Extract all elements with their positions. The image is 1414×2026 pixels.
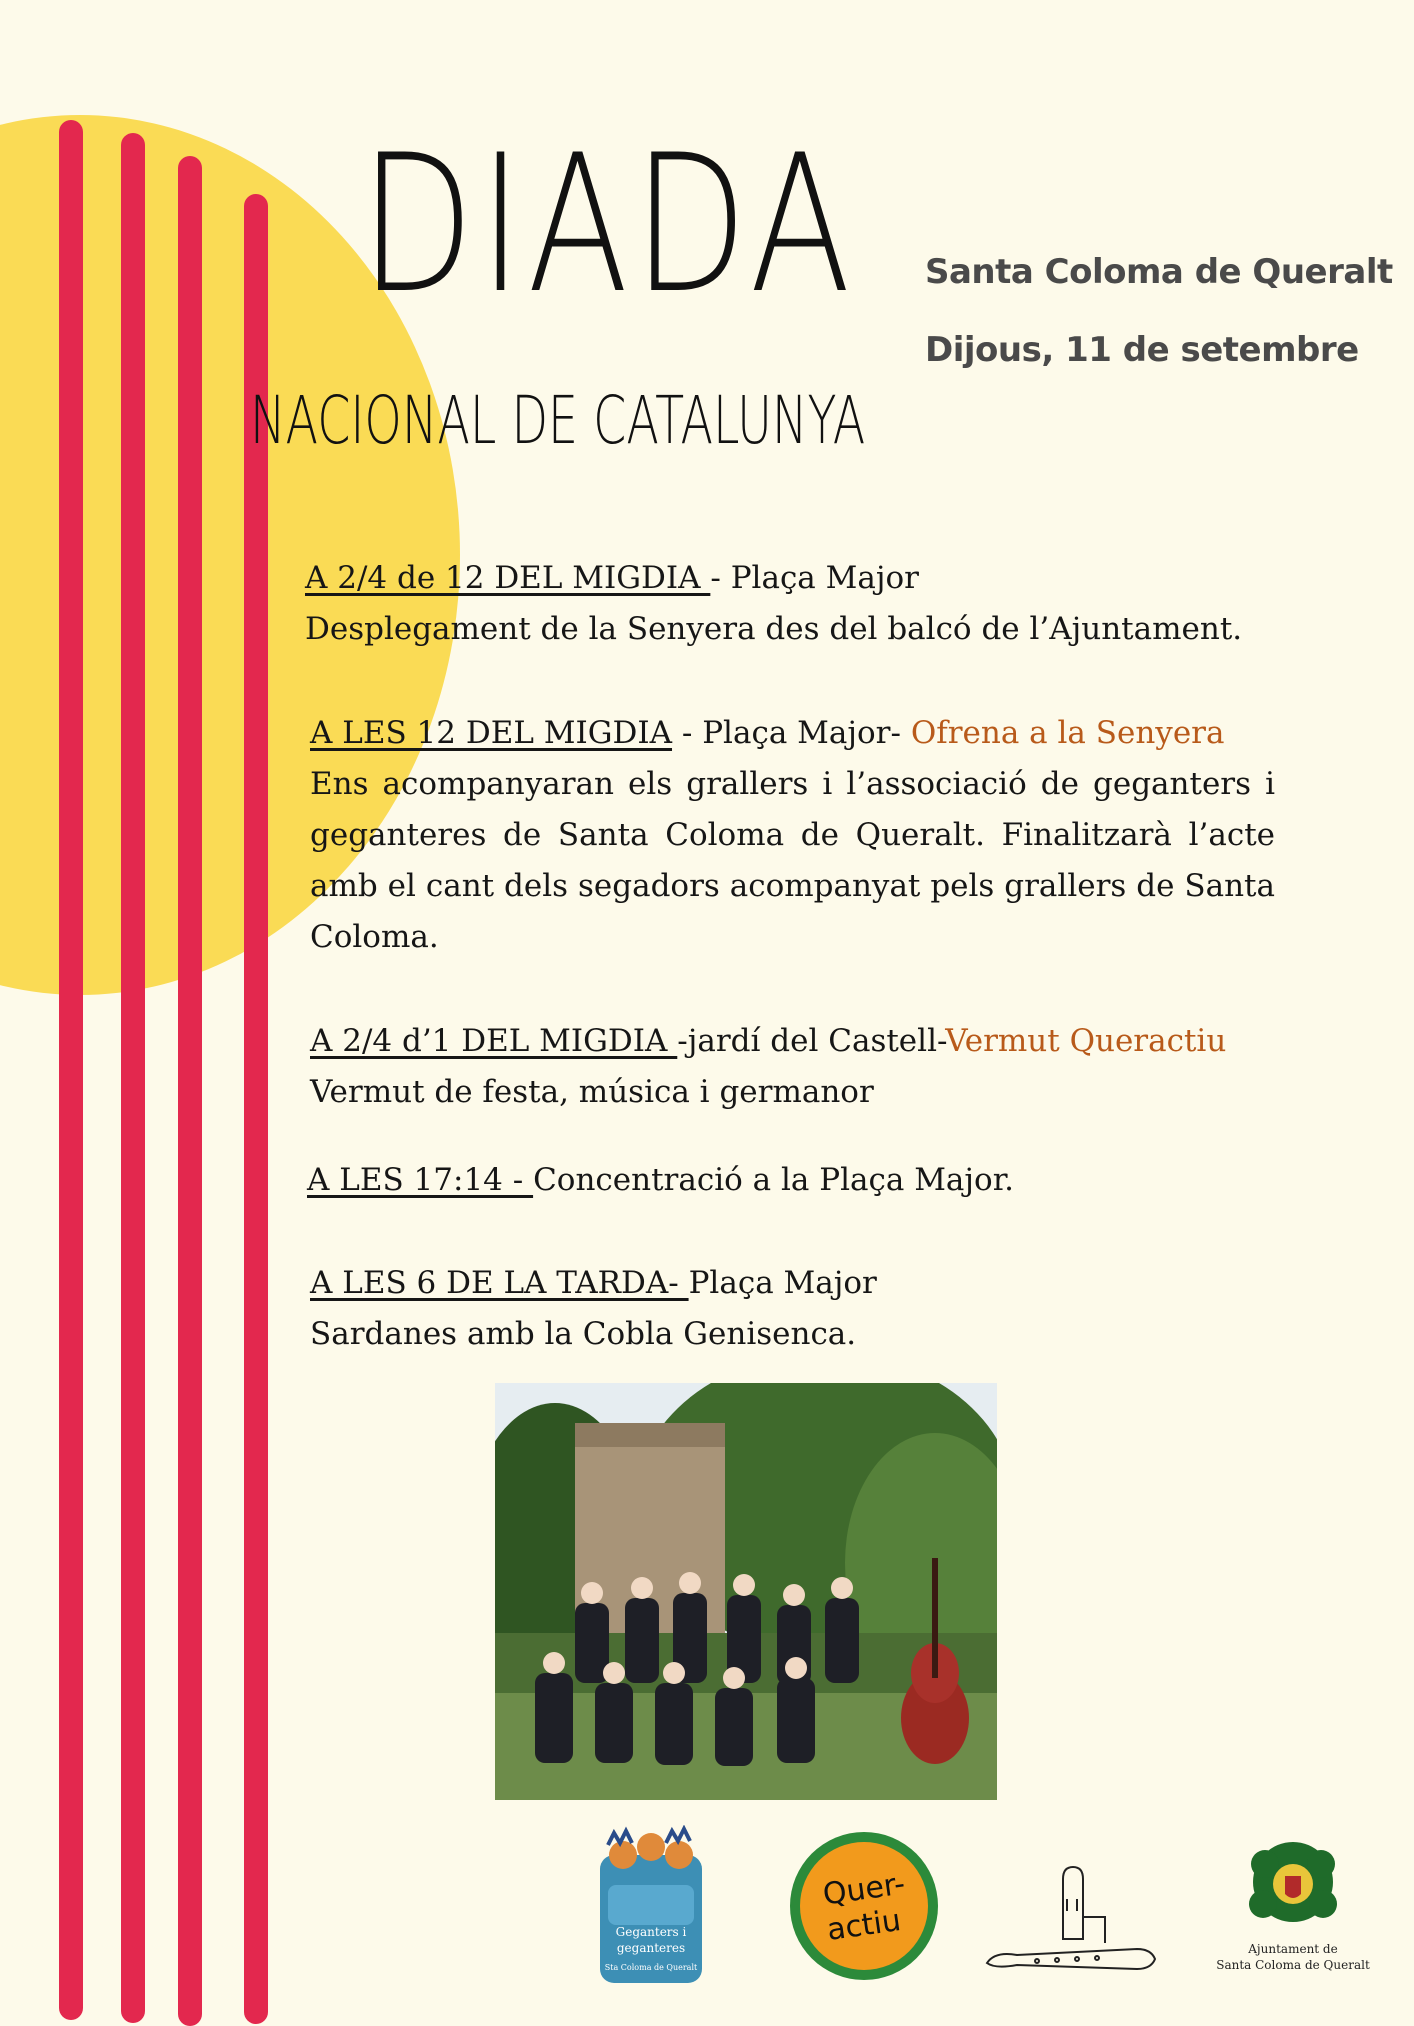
event-4-time: A LES 17:14 - xyxy=(307,1162,534,1198)
ajuntament-line-1: Ajuntament de xyxy=(1248,1942,1338,1956)
red-stripe-2 xyxy=(121,133,145,2023)
event-5-time: A LES 6 DE LA TARDA- xyxy=(310,1265,689,1301)
event-2-time: A LES 12 DEL MIGDIA xyxy=(310,715,673,751)
event-5-heading xyxy=(310,1258,877,1309)
geganters-icon xyxy=(598,1825,704,1985)
queractiu-logo xyxy=(788,1830,940,1982)
event-4-place: Concentració a la Plaça Major. xyxy=(533,1162,1014,1198)
castle-gralla-logo xyxy=(985,1865,1157,1975)
event-3-highlight: Vermut Queractiu xyxy=(945,1023,1227,1059)
event-4 xyxy=(307,1155,1014,1206)
event-5-place: Plaça Major xyxy=(688,1265,877,1301)
red-stripe-1 xyxy=(59,120,83,2020)
event-1-place: - Plaça Major xyxy=(710,560,919,596)
ajuntament-line-2: Santa Coloma de Queralt xyxy=(1216,1958,1370,1972)
event-3-description: Vermut de festa, música i germanor xyxy=(310,1074,874,1110)
event-1-time: A 2/4 de 12 DEL MIGDIA xyxy=(305,560,711,596)
event-2-description: Ens acompanyaran els grallers i l’associació de geganters i geganteres de Santa Coloma de Queralt. Finalitzarà l’acte amb el cant dels segadors acompanyat pels grallers de Santa Coloma. xyxy=(310,766,1275,955)
band-photo xyxy=(495,1383,997,1800)
event-1-heading xyxy=(305,553,1242,604)
red-stripe-4 xyxy=(244,194,268,2024)
event-3-heading xyxy=(310,1016,1226,1067)
ajuntament-logo xyxy=(1213,1832,1373,1992)
event-3 xyxy=(310,1016,1226,1118)
event-2 xyxy=(310,708,1275,963)
event-3-time: A 2/4 d’1 DEL MIGDIA xyxy=(310,1023,678,1059)
queractiu-line-2: actiu xyxy=(824,1903,904,1948)
geganters-line-1: Geganters i xyxy=(615,1925,687,1939)
event-date: Dijous, 11 de setembre xyxy=(925,330,1359,370)
geganters-line-3: Sta Coloma de Queralt xyxy=(604,1963,698,1972)
event-location: Santa Coloma de Queralt xyxy=(925,252,1393,292)
event-1-description: Desplegament de la Senyera des del balcó de l’Ajuntament. xyxy=(305,611,1243,647)
event-4-heading xyxy=(307,1155,1014,1206)
page-title: DIADA xyxy=(360,114,856,335)
queractiu-line-1: Quer- xyxy=(820,1866,908,1913)
event-5 xyxy=(310,1258,877,1360)
event-2-heading xyxy=(310,708,1275,759)
event-1 xyxy=(305,553,1242,655)
geganters-logo xyxy=(598,1825,704,1985)
page-subtitle: NACIONAL DE CATALUNYA xyxy=(250,382,866,459)
event-2-highlight: Ofrena a la Senyera xyxy=(910,715,1225,751)
castle-gralla-icon xyxy=(985,1865,1157,1975)
event-3-place: -jardí del Castell- xyxy=(677,1023,946,1059)
band-photo-illustration xyxy=(495,1383,997,1800)
red-stripe-3 xyxy=(178,156,202,2026)
event-2-place: - Plaça Major- xyxy=(672,715,911,751)
ajuntament-crest-icon xyxy=(1213,1832,1373,1942)
event-5-description: Sardanes amb la Cobla Genisenca. xyxy=(310,1316,857,1352)
geganters-line-2: geganteres xyxy=(616,1941,686,1955)
